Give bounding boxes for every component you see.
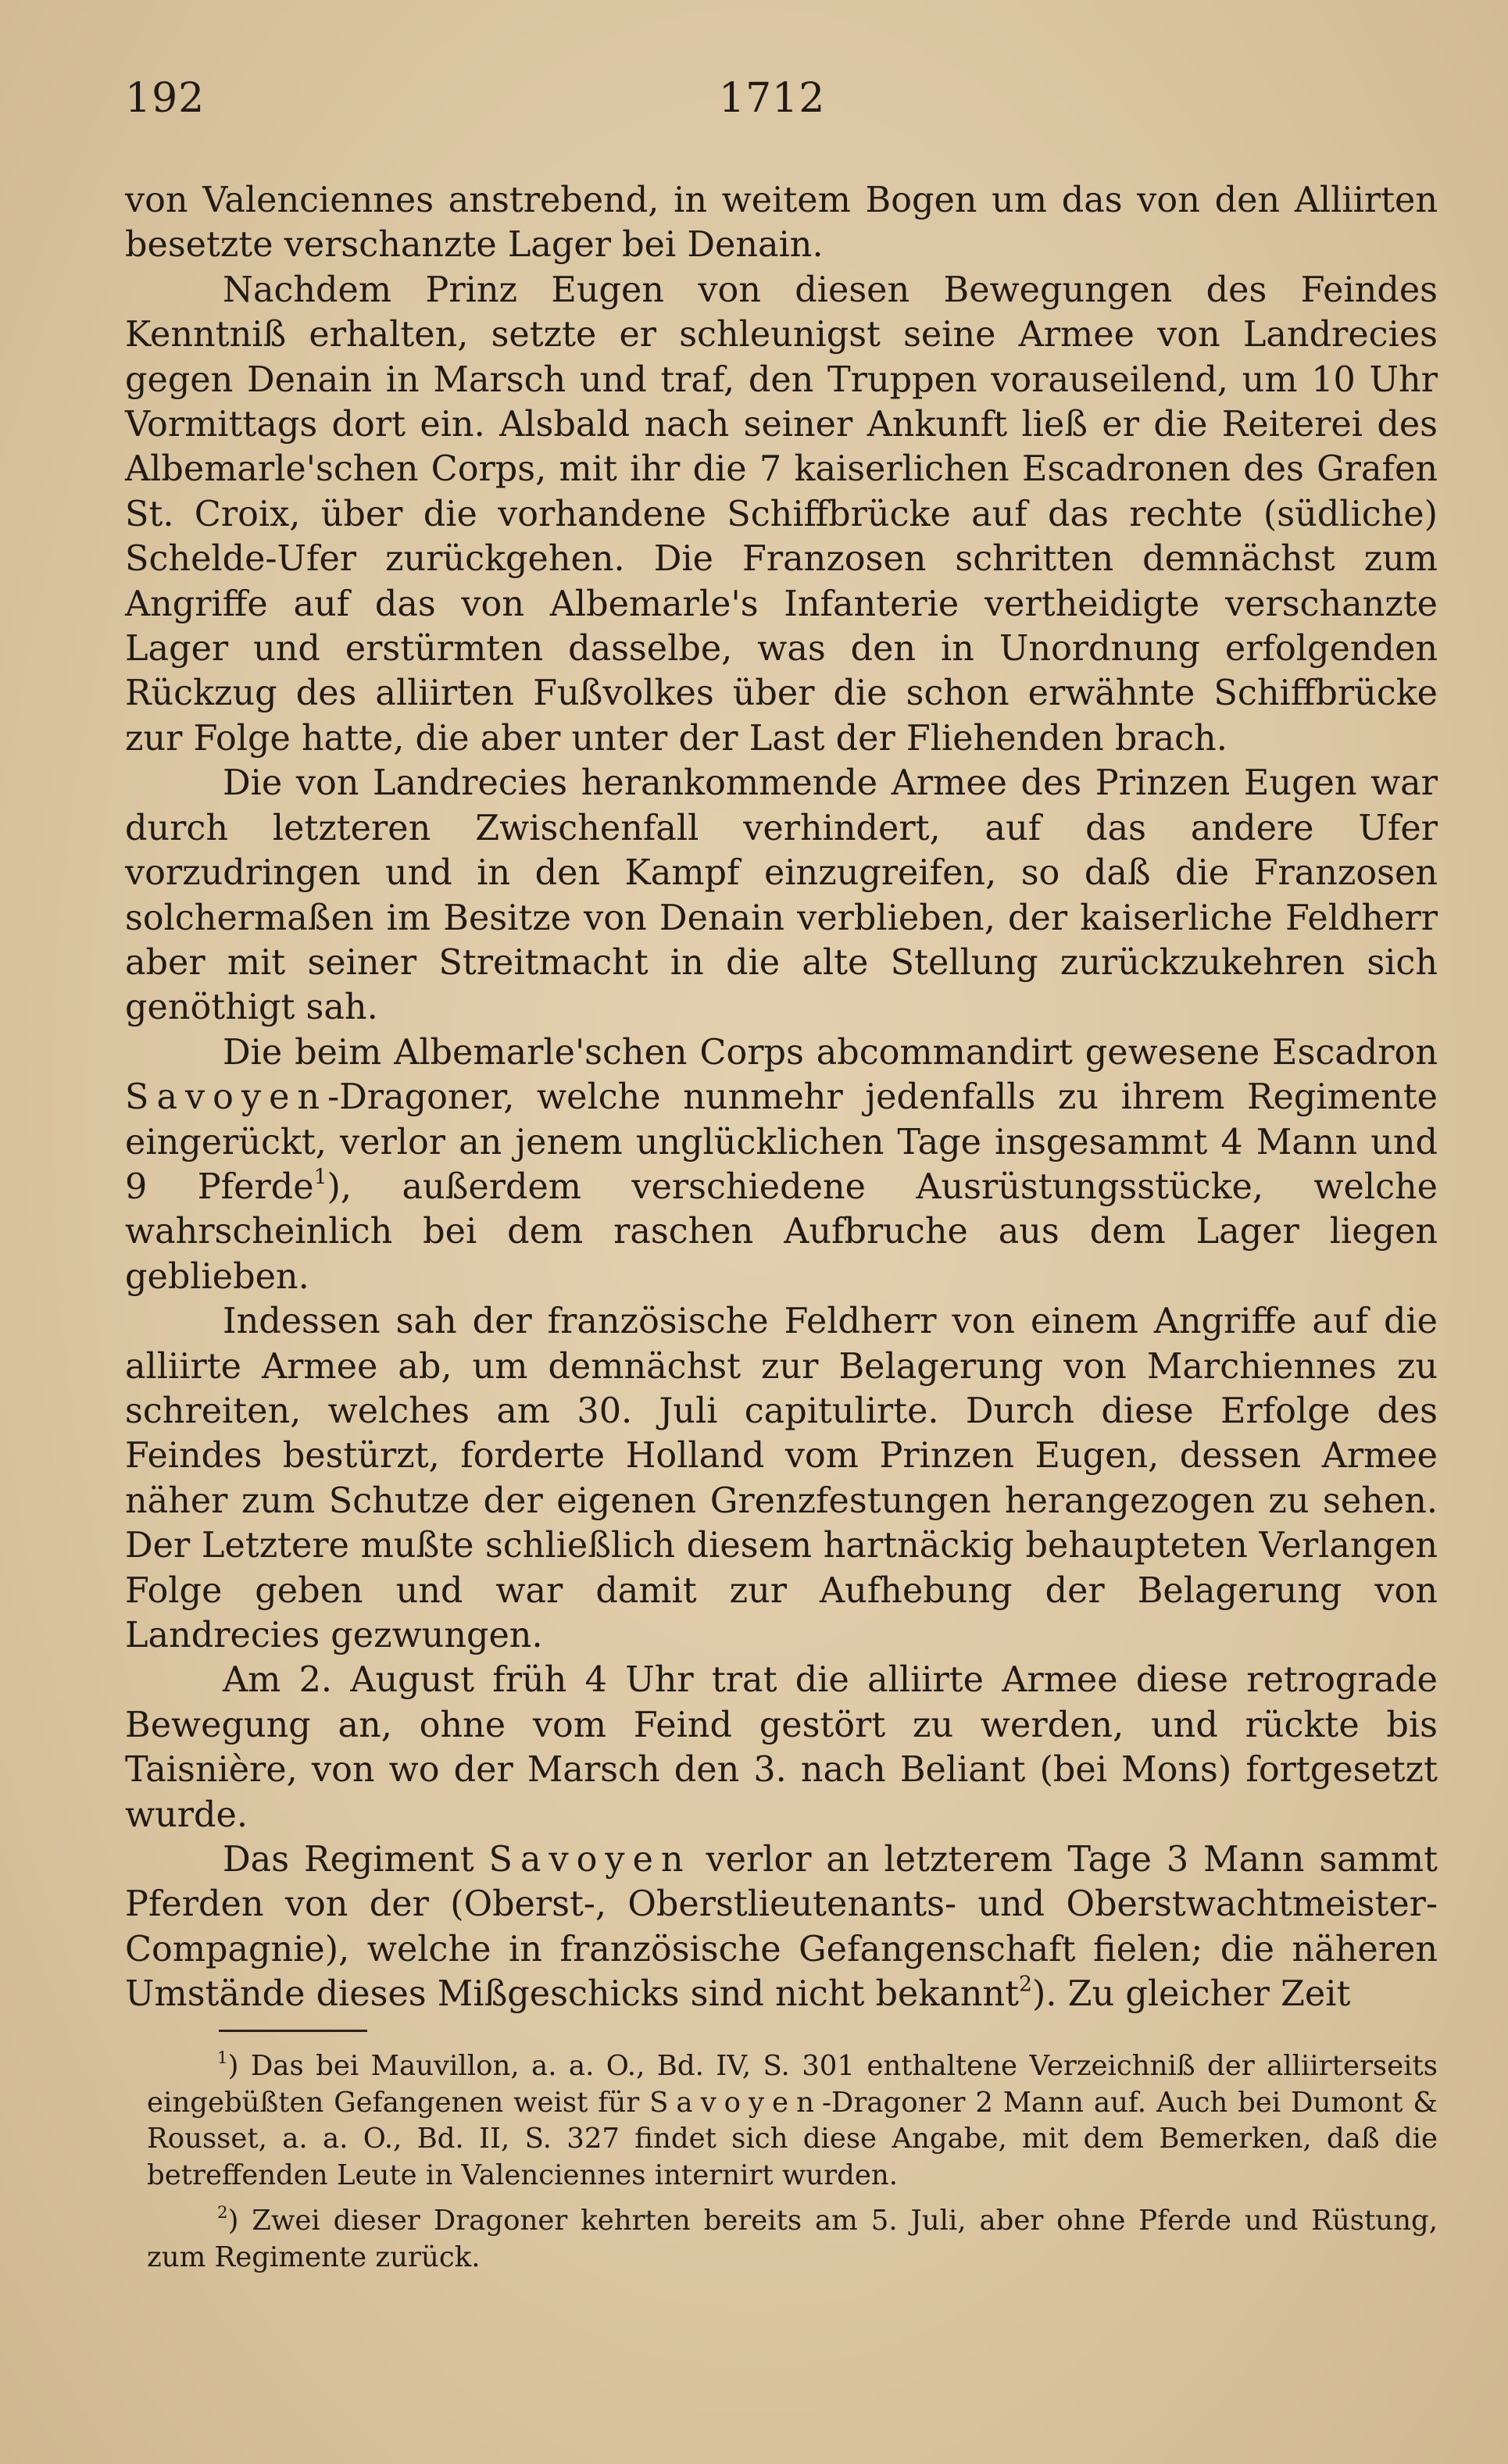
footnote-reference: 1 [313, 1165, 327, 1190]
spaced-name: Savoyen [649, 2086, 822, 2119]
paragraph: Das Regiment Savoyen verlor an letzterem Tage 3 Mann sammt Pferden von der (Oberst-, Oberstlieutenants- und Oberstwachtmeister-Compagnie), welche in französische Gefangenschaft fielen; die näheren Umstände dieses Mißgeschicks sind nicht bekannt$^2$). Zu gleicher Zeit [125, 1840, 1438, 2015]
body-text [125, 178, 1438, 2017]
paragraph: Die von Landrecies herankommende Armee des Prinzen Eugen war durch letzteren Zwischenfall verhindert, auf das andere Ufer vorzudringen und in den Kampf einzugreifen, so daß die Franzosen solchermaßen im Besitze von Denain verblieben, der kaiserliche Feldherr aber mit seiner Streitmacht in die alte Stellung zurückzukehren sich genöthigt sah. [125, 763, 1438, 1028]
paragraph: Nachdem Prinz Eugen von diesen Bewegungen des Feindes Kenntniß erhalten, setzte er schleunigst seine Armee von Landrecies gegen Denain in Marsch und traf, den Truppen vorauseilend, um 10 Uhr Vormittags dort ein. Alsbald nach seiner Ankunft ließ er die Reiterei des Albemarle'schen Corps, mit ihr die 7 kaiserlichen Escadronen des Grafen St. Croix, über die vorhandene Schiffbrücke auf das rechte (südliche) Schelde-Ufer zurückgehen. Die Franzosen schritten demnächst zum Angriffe auf das von Albemarle's Infanterie vertheidigte verschanzte Lager und erstürmten dasselbe, was den in Unordnung erfolgenden Rückzug des alliirten Fußvolkes über die schon erwähnte Schiffbrücke zur Folge hatte, die aber unter der Last der Fliehenden brach. [125, 270, 1438, 759]
running-head-year: 1712 [719, 75, 826, 122]
paragraph: von Valenciennes anstrebend, in weitem Bogen um das von den Alliirten besetzte verschanzte Lager bei Denain. [125, 180, 1438, 266]
spaced-name: Savoyen [488, 1840, 691, 1880]
paragraph: Am 2. August früh 4 Uhr trat die alliirte Armee diese retrograde Bewegung an, ohne vom Feind gestört zu werden, und rückte bis Taisnière, von wo der Marsch den 3. nach Beliant (bei Mons) fortgesetzt wurde. [125, 1660, 1438, 1835]
footnote-marker: 2 [217, 2203, 228, 2223]
footnote-marker: 1 [217, 2048, 228, 2069]
footnote-reference: 2 [1019, 1972, 1033, 1997]
footnote-divider [219, 2030, 367, 2032]
page-header [125, 75, 1438, 145]
footnotes [147, 2048, 1438, 2276]
footnote: $^2$) Zwei dieser Dragoner kehrten bereits am 5. Juli, aber ohne Pferde und Rüstung, zum Regimente zurück. [147, 2203, 1438, 2273]
footnote: $^1$) Das bei Mauvillon, a. a. O., Bd. IV, S. 301 enthaltene Verzeichniß der alliirterseits eingebüßten Gefangenen weist für Savoyen-Dragoner 2 Mann auf. Auch bei Dumont & Rousset, a. a. O., Bd. II, S. 327 findet sich diese Angabe, mit dem Bemerken, daß die betreffenden Leute in Valenciennes internirt wurden. [147, 2048, 1438, 2191]
spaced-name: Savoyen [125, 1077, 328, 1118]
paragraph: Indessen sah der französische Feldherr von einem Angriffe auf die alliirte Armee ab, um demnächst zur Belagerung von Marchiennes zu schreiten, welches am 30. Juli capitulirte. Durch diese Erfolge des Feindes bestürzt, forderte Holland vom Prinzen Eugen, dessen Armee näher zum Schutze der eigenen Grenzfestungen herangezogen zu sehen. Der Letztere mußte schließlich diesem hartnäckig behaupteten Verlangen Folge geben und war damit zur Aufhebung der Belagerung von Landrecies gezwungen. [125, 1302, 1438, 1655]
page-number: 192 [125, 75, 205, 122]
paragraph: Die beim Albemarle'schen Corps abcommandirt gewesene Escadron Savoyen-Dragoner, welche nunmehr jedenfalls zu ihrem Regimente eingerückt, verlor an jenem unglücklichen Tage insgesammt 4 Mann und 9 Pferde$^1$), außerdem verschiedene Ausrüstungsstücke, welche wahrscheinlich bei dem raschen Aufbruche aus dem Lager liegen geblieben. [125, 1032, 1438, 1297]
